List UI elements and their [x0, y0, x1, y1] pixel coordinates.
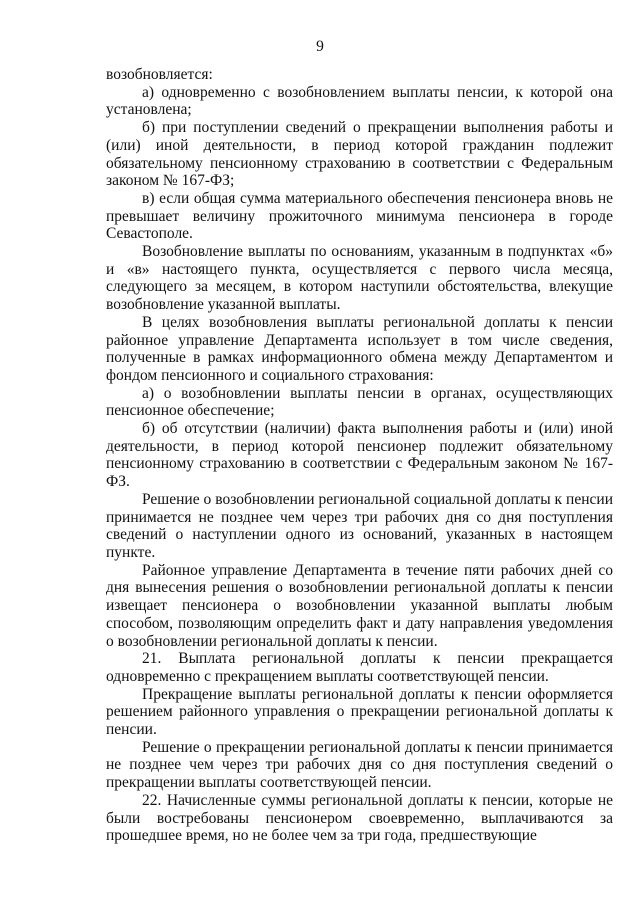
- paragraph-item-a: а) одновременно с возобновлением выплаты пенсии, к которой она установлена;: [106, 83, 613, 119]
- page-number: 9: [316, 38, 324, 55]
- paragraph-clause-21: 21. Выплата региональной доплаты к пенсии прекращается одновременно с прекращением выплаты соответствующей пенсии.: [106, 650, 613, 685]
- paragraph-clause-22: 22. Начисленные суммы региональной доплаты к пенсии, которые не были востребованы пенсионером своевременно, выплачиваются за прошедшее время, но не более чем за три года, предшествующие: [106, 791, 613, 845]
- paragraph-info-item-b: б) об отсутствии (наличии) факта выполнения работы и (или) иной деятельности, в период которой пенсионер подлежит обязательному пенсионному страхованию в соответствии с Федеральным законом № 167-ФЗ.: [106, 420, 613, 491]
- paragraph-termination-decision: Решение о прекращении региональной доплаты к пенсии принимается не позднее чем через три рабочих дня со дня поступления сведений о прекращении выплаты соответствующей пенсии.: [106, 738, 613, 792]
- paragraph-decision: Решение о возобновлении региональной социальной доплаты к пенсии принимается не позднее чем через три рабочих дня со дня поступления сведений о наступлении одного из оснований, указанных в настоящем пункте.: [106, 490, 613, 561]
- paragraph-termination: Прекращение выплаты региональной доплаты к пенсии оформляется решением районного управления о прекращении региональной доплаты к пенсии.: [106, 685, 613, 739]
- document-body: [106, 66, 613, 845]
- paragraph-notification: Районное управление Департамента в течение пяти рабочих дней со дня вынесения решения о возобновлении региональной доплаты к пенсии извещает пенсионера о возобновлении указанной выплаты любым способом, позволяющим определить факт и дату направления уведомления о возобновлении региональной доплаты к пенсии.: [106, 561, 613, 650]
- paragraph-info-exchange: В целях возобновления выплаты региональной доплаты к пенсии районное управление Департамента использует в том числе сведения, полученные в рамках информационного обмена между Департаментом и фондом пенсионного и социального страхования:: [106, 313, 613, 384]
- paragraph-resumption: Возобновление выплаты по основаниям, указанным в подпунктах «б» и «в» настоящего пункта, осуществляется с первого числа месяца, следующего за месяцем, в котором наступили обстоятельства, влекущие возобновление указанной выплаты.: [106, 243, 613, 314]
- paragraph-info-item-a: а) о возобновлении выплаты пенсии в органах, осуществляющих пенсионное обеспечение;: [106, 384, 613, 420]
- paragraph-item-b: б) при поступлении сведений о прекращении выполнения работы и (или) иной деятельности, в период которой гражданин подлежит обязательному пенсионному страхованию в соответствии с Федеральным законом № 167-ФЗ;: [106, 119, 613, 190]
- paragraph-continuation: возобновляется:: [106, 66, 213, 83]
- paragraph-item-v: в) если общая сумма материального обеспечения пенсионера вновь не превышает величину прожиточного минимума пенсионера в городе Севастополе.: [106, 189, 613, 243]
